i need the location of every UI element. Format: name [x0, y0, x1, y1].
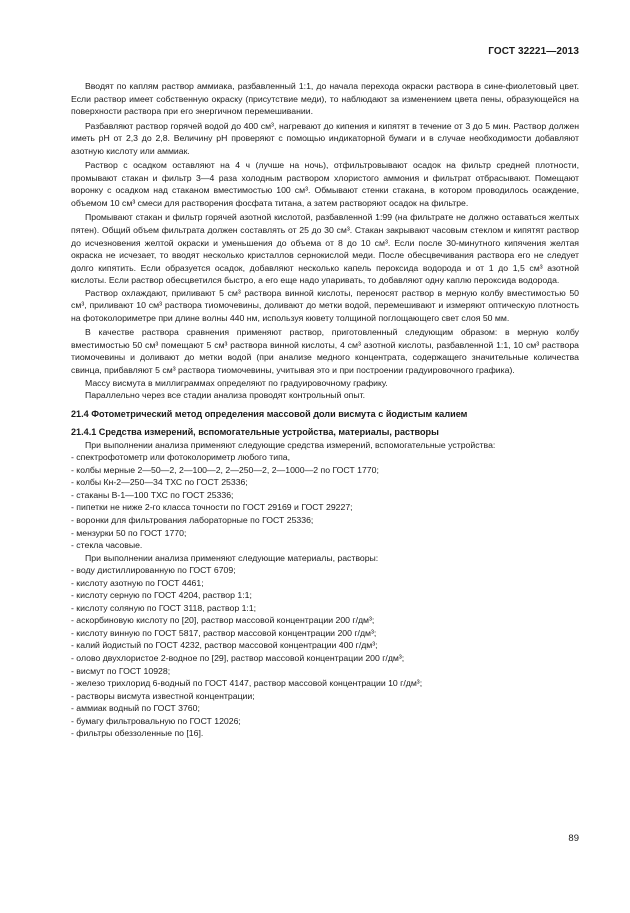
materials-intro: При выполнении анализа применяют следующие материалы, растворы:: [85, 552, 379, 563]
list-item: - кислоту серную по ГОСТ 4204, раствор 1:1;: [71, 590, 252, 601]
list-item: - фильтры обеззоленные по [16].: [71, 728, 204, 739]
list-item: - кислоту соляную по ГОСТ 3118, раствор 1:1;: [71, 602, 257, 613]
list-item: - мензурки 50 по ГОСТ 1770;: [71, 527, 187, 538]
paragraph-ammonia: Вводят по каплям раствор аммиака, разбавленный 1:1, до начала перехода окраски раствора в сине-фиолетовый цвет. Если раствор имеет собственную окраску (присутствие меди), то наблюдают за изменением цвета пены, образующейся на поверхности раствора при его энергичном перемешивании.: [71, 81, 579, 117]
instruments-intro: При выполнении анализа применяют следующие средства измерений, вспомогательные устройства:: [85, 439, 496, 450]
page-body: [71, 80, 579, 740]
list-item: - воду дистиллированную по ГОСТ 6709;: [71, 565, 236, 576]
paragraph-measurement: Раствор охлаждают, приливают 5 см³ раствора винной кислоты, переносят раствор в мерную колбу вместимостью 50 см³, приливают 10 см³ раствора тиомочевины, доливают до метки водой, перемешивают и измеряют оптическую плотность на фотоколориметре при длине волны 440 нм, используя кювету толщиной поглощающего свет слоя 50 мм.: [71, 287, 579, 323]
paragraph-control-test: Параллельно через все стадии анализа проводят контрольный опыт.: [85, 390, 366, 401]
paragraph-reference-solution: В качестве раствора сравнения применяют раствор, приготовленный следующим образом: в мерную колбу вместимостью 50 см³ помещают 5 см³ раствора винной кислоты, 4 см³ азотной кислоты, разбавленной 1:1, 10 см³ раствора тиомочевины и доливают до метки водой (при анализе медного концентрата, содержащего значительные количества свинца, прибавляют 5 см³ раствора тиомочевины, учитывая это и при построении градуировочного графика).: [71, 327, 579, 376]
list-item: - аскорбиновую кислоту по [20], раствор массовой концентрации 200 г/дм³;: [71, 615, 375, 626]
list-item: - воронки для фильтрования лабораторные по ГОСТ 25336;: [71, 514, 314, 525]
list-item: - спектрофотометр или фотоколориметр любого типа,: [71, 452, 291, 463]
paragraph-filtration: Раствор с осадком оставляют на 4 ч (лучше на ночь), отфильтровывают осадок на фильтр средней плотности, промывают стакан и фильтр 3—4 раза холодным раствором хлористого аммония и фильтрат отбрасывают. Помещают воронку с осадком над стаканом вместимостью 100 см³. Обмывают стенки стакана, в котором проводилось осаждение, объемом 10 см³ смеси для растворения фосфата титана, а затем растворяют осадок на фильтре.: [71, 160, 579, 208]
list-item: - колбы мерные 2—50—2, 2—100—2, 2—250—2, 2—1000—2 по ГОСТ 1770;: [71, 464, 379, 475]
list-item: - висмут по ГОСТ 10928;: [71, 665, 171, 676]
list-item: - пипетки не ниже 2-го класса точности по ГОСТ 29169 и ГОСТ 29227;: [71, 502, 353, 513]
instruments-list: [71, 451, 579, 551]
list-item: - калий йодистый по ГОСТ 4232, раствор массовой концентрации 400 г/дм³;: [71, 640, 378, 651]
section-heading-21-4: 21.4 Фотометрический метод определения массовой доли висмута с йодистым калием: [71, 408, 468, 419]
section-heading-21-4-1: 21.4.1 Средства измерений, вспомогательные устройства, материалы, растворы: [71, 426, 439, 437]
list-item: - кислоту азотную по ГОСТ 4461;: [71, 577, 204, 588]
list-item: - бумагу фильтровальную по ГОСТ 12026;: [71, 715, 241, 726]
list-item: - стаканы В-1—100 ТХС по ГОСТ 25336;: [71, 489, 234, 500]
paragraph-dilution: Разбавляют раствор горячей водой до 400 см³, нагревают до кипения и кипятят в течение от 3 до 5 мин. Раствор должен иметь рН от 2,3 до 2,8. Величину рН проверяют с помощью индикаторной бумаги и в случае необходимости добавляют азотную кислоту или аммиак.: [71, 120, 579, 156]
paragraph-bismuth-mass: Массу висмута в миллиграммах определяют по градуировочному графику.: [85, 377, 388, 388]
standard-header: ГОСТ 32221—2013: [488, 46, 579, 57]
materials-list: [71, 564, 579, 740]
list-item: - железо трихлорид 6-водный по ГОСТ 4147, раствор массовой концентрации 10 г/дм³;: [71, 678, 423, 689]
list-item: - олово двухлористое 2-водное по [29], раствор массовой концентрации 200 г/дм³;: [71, 652, 405, 663]
list-item: - стекла часовые.: [71, 540, 143, 551]
list-item: - аммиак водный по ГОСТ 3760;: [71, 703, 200, 714]
list-item: - колбы Кн-2—250—34 ТХС по ГОСТ 25336;: [71, 477, 248, 488]
page-number: 89: [568, 833, 579, 844]
list-item: - кислоту винную по ГОСТ 5817, раствор массовой концентрации 200 г/дм³;: [71, 627, 377, 638]
list-item: - растворы висмута известной концентрации;: [71, 690, 255, 701]
paragraph-washing: Промывают стакан и фильтр горячей азотной кислотой, разбавленной 1:99 (на фильтрате не должно оставаться желтых пятен). Общий объем фильтрата должен составлять от 25 до 30 см³. Стакан закрывают часовым стеклом и кипятят раствор до исчезновения желтой окраски и уменьшения до объема от 8 до 10 см³. Если после 30-минутного кипячения желтая окраска не исчезает, то вводят несколько кристаллов сернокислой меди. После обесцвечивания раствора его не следует долго кипятить. Если образуется осадок, добавляют несколько капель пероксида водорода и от 1 до 1,5 см³ азотной кислоты. Если раствор обесцветился быстро, а его еще надо упаривать, то добавляют одну каплю пероксида водорода.: [71, 212, 579, 286]
